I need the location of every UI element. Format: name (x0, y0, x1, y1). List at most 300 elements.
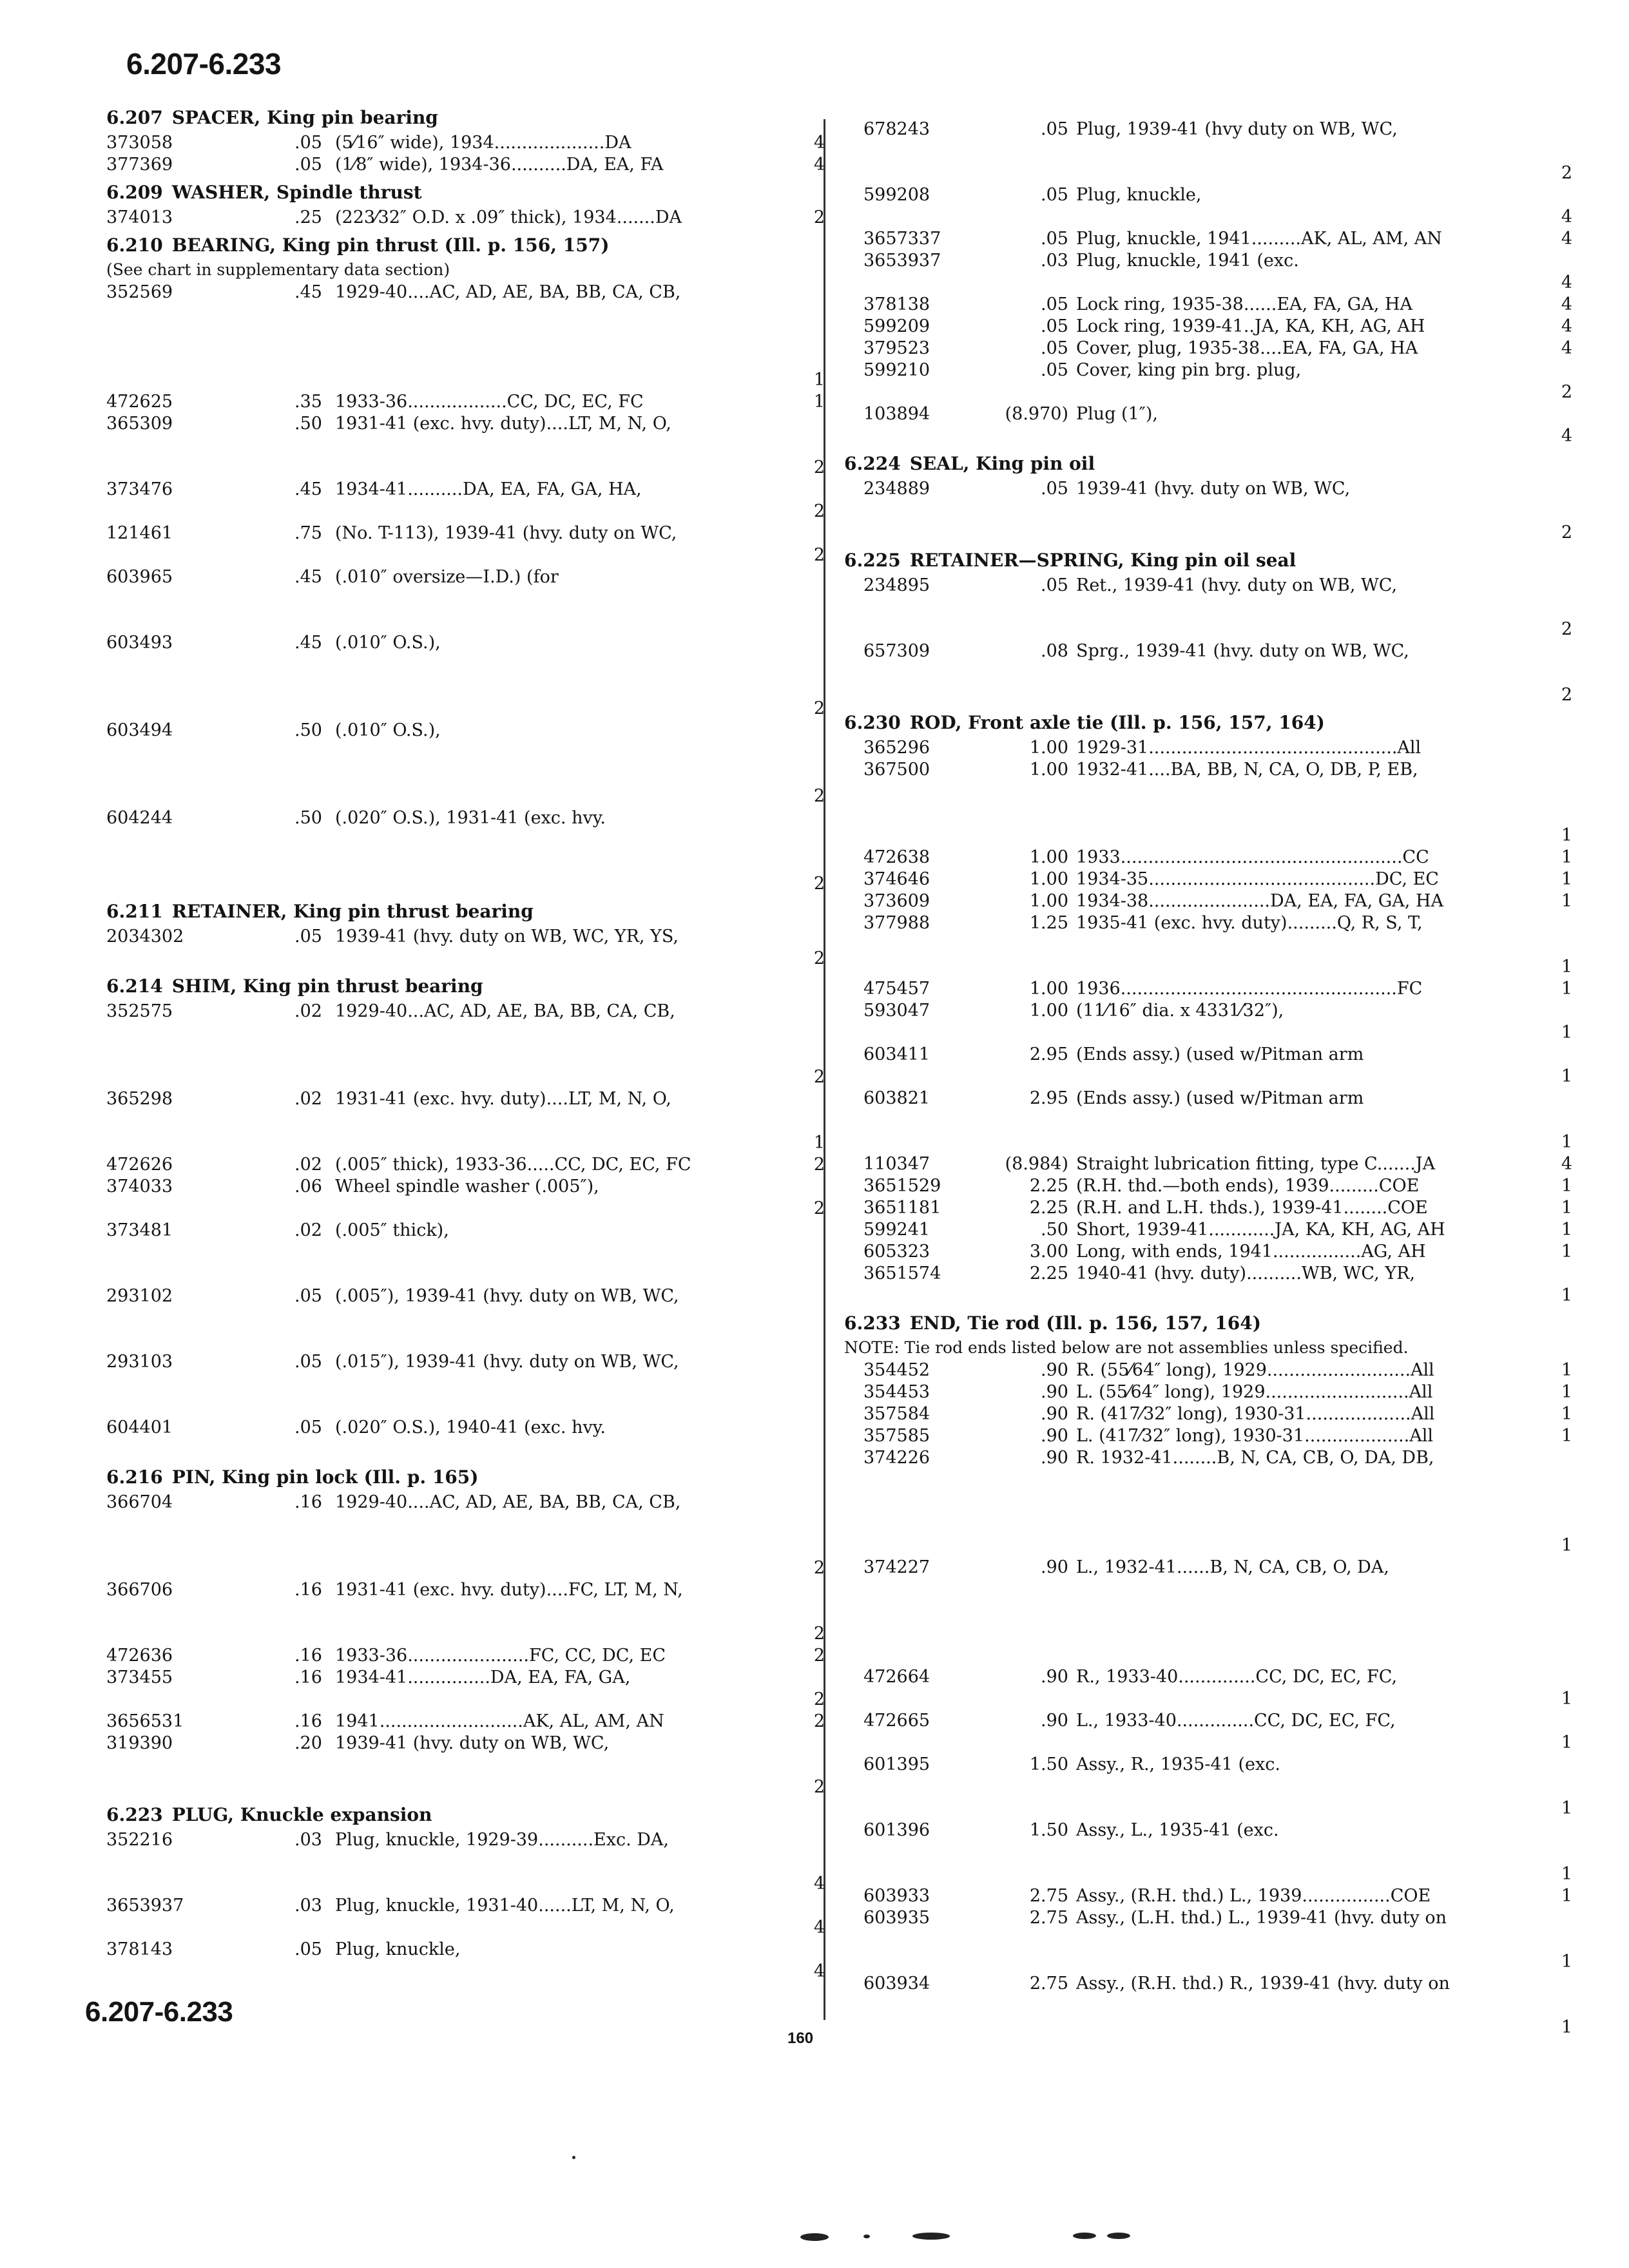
part-description: (1⁄8″ wide), 1934-36..........DA, EA, FA (335, 155, 664, 175)
part-price: .16 (294, 1667, 322, 1687)
part-description: 1931-41 (exc. hvy. duty)....FC, LT, M, N, (335, 1580, 683, 1600)
section-title: ROD, Front axle tie (Ill. p. 156, 157, 164) (909, 712, 1325, 733)
part-description: Sprg., 1939-41 (hvy. duty on WB, WC, (1076, 641, 1409, 661)
part-price: 1.50 (1029, 1820, 1068, 1840)
part-quantity: 1 (1561, 1066, 1572, 1086)
part-number: 357584 (863, 1404, 930, 1424)
part-number: 319390 (106, 1733, 173, 1753)
part-number: 603821 (863, 1088, 930, 1108)
part-price: .05 (1041, 360, 1068, 380)
part-number: 374226 (863, 1448, 930, 1468)
part-description: Lock ring, 1939-41..JA, KA, KH, AG, AH (1076, 316, 1425, 336)
part-quantity: 1 (1561, 2017, 1572, 2037)
part-quantity: 2 (813, 948, 825, 968)
part-price: .25 (294, 207, 322, 227)
part-price: .05 (1041, 316, 1068, 336)
section-note: NOTE: Tie rod ends listed below are not assemblies unless specified. (844, 1338, 1409, 1357)
part-price: 2.75 (1029, 1974, 1068, 1994)
part-price: .50 (294, 720, 322, 740)
section-title: WASHER, Spindle thrust (171, 182, 422, 203)
part-description: Plug, knuckle, 1941.........AK, AL, AM, AN (1076, 229, 1442, 249)
section-heading (844, 550, 1296, 571)
part-number: 366706 (106, 1580, 173, 1600)
part-quantity: 1 (1561, 957, 1572, 977)
part-price: 1.00 (1029, 869, 1068, 889)
section-number: 6.225 (844, 550, 901, 571)
part-quantity: 1 (1561, 1404, 1572, 1424)
section-title: SPACER, King pin bearing (171, 107, 438, 128)
part-price: 2.75 (1029, 1908, 1068, 1928)
part-price: .90 (1041, 1557, 1068, 1577)
part-number: 357585 (863, 1426, 930, 1446)
part-description: Plug, knuckle, 1931-40......LT, M, N, O, (335, 1896, 675, 1916)
part-quantity: 4 (813, 1917, 825, 1937)
part-number: 599209 (863, 316, 930, 336)
part-quantity: 2 (813, 786, 825, 806)
part-quantity: 4 (1561, 316, 1572, 336)
section-title: PLUG, Knuckle expansion (171, 1804, 432, 1825)
part-description: Wheel spindle washer (.005″), (335, 1177, 599, 1196)
part-price: .08 (1041, 641, 1068, 661)
part-quantity: 1 (1561, 1864, 1572, 1884)
part-number: 377369 (106, 155, 173, 175)
part-number: 472665 (863, 1711, 930, 1731)
part-number: 603494 (106, 720, 173, 740)
part-description: L., 1933-40..............CC, DC, EC, FC, (1076, 1711, 1396, 1731)
part-description: (R.H. and L.H. thds.), 1939-41........COE (1076, 1198, 1428, 1218)
part-price: .05 (1041, 575, 1068, 595)
part-quantity: 1 (1561, 1285, 1572, 1305)
scan-mark (863, 2234, 870, 2238)
part-quantity: 4 (1561, 1154, 1572, 1174)
part-description: (.010″ O.S.), (335, 633, 441, 653)
part-description: Plug (1″), (1076, 404, 1158, 424)
part-description: Plug, 1939-41 (hvy duty on WB, WC, (1076, 119, 1398, 139)
section-number: 6.233 (844, 1312, 901, 1334)
scan-mark (572, 2156, 575, 2159)
part-description: Assy., R., 1935-41 (exc. (1076, 1754, 1280, 1774)
part-number: 365309 (106, 414, 173, 434)
part-quantity: 2 (813, 1777, 825, 1797)
part-price: .05 (1041, 229, 1068, 249)
section-title: BEARING, King pin thrust (Ill. p. 156, 157) (171, 235, 610, 256)
part-description: Plug, knuckle, (335, 1939, 461, 1959)
part-price: .90 (1041, 1426, 1068, 1446)
part-description: 1933-36......................FC, CC, DC, EC (335, 1646, 666, 1666)
part-price: .16 (294, 1711, 322, 1731)
part-quantity: 1 (1561, 847, 1572, 867)
part-quantity: 2 (813, 207, 825, 227)
part-number: 3651529 (863, 1176, 941, 1196)
part-price: 1.00 (1029, 738, 1068, 758)
section-number: 6.207 (106, 107, 163, 128)
part-description: 1936..................................................FC (1076, 979, 1423, 999)
part-number: 3651574 (863, 1264, 941, 1283)
part-quantity: 1 (1561, 1360, 1572, 1380)
part-quantity: 2 (813, 1155, 825, 1175)
part-quantity: 1 (1561, 1733, 1572, 1753)
part-price: 2.95 (1029, 1044, 1068, 1064)
part-quantity: 2 (813, 1558, 825, 1578)
part-description: 1929-40....AC, AD, AE, BA, BB, CA, CB, (335, 282, 681, 302)
part-quantity: 1 (1561, 869, 1572, 889)
page-header-top: 6.207-6.233 (126, 47, 282, 81)
part-price: .03 (1041, 251, 1068, 271)
part-description: 1941..........................AK, AL, AM, AN (335, 1711, 664, 1731)
part-number: 604401 (106, 1418, 173, 1437)
part-quantity: 2 (813, 1689, 825, 1709)
part-price: .16 (294, 1580, 322, 1600)
part-price: .35 (294, 392, 322, 412)
part-quantity: 1 (1561, 979, 1572, 999)
part-price: .90 (1041, 1448, 1068, 1468)
part-description: (.010″ O.S.), (335, 720, 441, 740)
part-number: 605323 (863, 1242, 930, 1262)
part-price: .02 (294, 1220, 322, 1240)
section-number: 6.216 (106, 1466, 163, 1488)
section-number: 6.230 (844, 712, 901, 733)
part-price: .05 (294, 1352, 322, 1372)
section-heading (106, 235, 609, 256)
part-description: Plug, knuckle, 1929-39..........Exc. DA, (335, 1830, 670, 1850)
part-description: Plug, knuckle, 1941 (exc. (1076, 251, 1299, 271)
part-quantity: 1 (1561, 1689, 1572, 1709)
scan-mark (1107, 2233, 1130, 2239)
part-price: .20 (294, 1733, 322, 1753)
part-number: 354452 (863, 1360, 930, 1380)
part-number: 3657337 (863, 229, 941, 249)
part-quantity: 2 (813, 1624, 825, 1644)
part-number: 601396 (863, 1820, 930, 1840)
section-heading (844, 1312, 1261, 1334)
part-description: Assy., (R.H. thd.) L., 1939................COE (1076, 1886, 1431, 1906)
part-number: 472664 (863, 1667, 930, 1687)
part-quantity: 1 (1561, 825, 1572, 845)
part-description: Cover, plug, 1935-38....EA, FA, GA, HA (1076, 338, 1418, 358)
part-description: 1934-35.........................................DC, EC (1076, 869, 1439, 889)
section-title: SEAL, King pin oil (909, 453, 1095, 474)
part-number: 3653937 (863, 251, 941, 271)
part-quantity: 1 (1561, 1132, 1572, 1152)
part-number: 472636 (106, 1646, 173, 1666)
part-quantity: 4 (813, 133, 825, 153)
part-number: 3653937 (106, 1896, 184, 1916)
page-number: 160 (787, 2030, 814, 2047)
part-quantity: 2 (813, 1198, 825, 1218)
part-description: 1929-31.............................................All (1076, 738, 1422, 758)
part-number: 472626 (106, 1155, 173, 1175)
part-description: (Ends assy.) (used w/Pitman arm (1076, 1088, 1364, 1108)
part-description: (No. T-113), 1939-41 (hvy. duty on WC, (335, 523, 677, 543)
part-quantity: 1 (1561, 1535, 1572, 1555)
part-number: 603935 (863, 1908, 930, 1928)
part-number: 3651181 (863, 1198, 941, 1218)
part-price: 2.95 (1029, 1088, 1068, 1108)
part-description: R., 1933-40..............CC, DC, EC, FC, (1076, 1667, 1398, 1687)
part-number: 352216 (106, 1830, 173, 1850)
part-description: 1929-40...AC, AD, AE, BA, BB, CA, CB, (335, 1001, 675, 1021)
part-number: 379523 (863, 338, 930, 358)
part-description: Assy., L., 1935-41 (exc. (1076, 1820, 1279, 1840)
part-description: Long, with ends, 1941................AG, AH (1076, 1242, 1426, 1262)
part-price: .50 (294, 414, 322, 434)
part-quantity: 1 (813, 392, 825, 412)
part-price: .16 (294, 1646, 322, 1666)
part-quantity: 2 (813, 457, 825, 477)
part-quantity: 4 (1561, 273, 1572, 293)
part-quantity: 2 (1561, 523, 1572, 543)
section-heading (844, 453, 1095, 474)
part-quantity: 2 (813, 698, 825, 718)
part-price: (8.984) (1005, 1154, 1068, 1174)
part-quantity: 2 (813, 501, 825, 521)
section-number: 6.211 (106, 901, 163, 922)
part-price: 1.00 (1029, 847, 1068, 867)
part-description: (.005″ thick), 1933-36.....CC, DC, EC, FC (335, 1155, 691, 1175)
part-number: 373476 (106, 479, 173, 499)
part-number: 121461 (106, 523, 173, 543)
part-description: L. (55⁄64″ long), 1929..........................All (1076, 1382, 1433, 1402)
part-description: 1939-41 (hvy. duty on WB, WC, (335, 1733, 610, 1753)
section-title: PIN, King pin lock (Ill. p. 165) (171, 1466, 479, 1488)
part-quantity: 1 (1561, 1426, 1572, 1446)
part-price: .05 (294, 1939, 322, 1959)
part-description: 1929-40....AC, AD, AE, BA, BB, CA, CB, (335, 1492, 681, 1512)
part-description: Plug, knuckle, (1076, 185, 1202, 205)
part-price: .05 (294, 133, 322, 153)
part-price: .03 (294, 1896, 322, 1916)
part-quantity: 4 (813, 1874, 825, 1894)
part-price: .50 (294, 808, 322, 828)
section-heading (106, 901, 534, 922)
part-quantity: 1 (1561, 1242, 1572, 1262)
scan-mark (1073, 2233, 1096, 2239)
part-price: 1.50 (1029, 1754, 1068, 1774)
part-number: 352575 (106, 1001, 173, 1021)
part-number: 657309 (863, 641, 930, 661)
part-quantity: 1 (1561, 1220, 1572, 1240)
part-number: 603934 (863, 1974, 930, 1994)
part-price: .05 (294, 1286, 322, 1306)
part-number: 103894 (863, 404, 930, 424)
part-price: .05 (294, 155, 322, 175)
part-quantity: 2 (813, 1646, 825, 1666)
part-price: .05 (1041, 479, 1068, 499)
section-number: 6.224 (844, 453, 901, 474)
part-quantity: 2 (813, 1067, 825, 1087)
section-heading (106, 107, 438, 128)
part-description: (.020″ O.S.), 1940-41 (exc. hvy. (335, 1418, 606, 1437)
part-description: Assy., (L.H. thd.) L., 1939-41 (hvy. duty on (1076, 1908, 1447, 1928)
part-price: 1.00 (1029, 760, 1068, 780)
section-title: RETAINER—SPRING, King pin oil seal (909, 550, 1296, 571)
part-quantity: 1 (1561, 891, 1572, 911)
part-price: .75 (294, 523, 322, 543)
section-heading (844, 712, 1325, 733)
part-number: 2034302 (106, 927, 184, 947)
part-description: (.020″ O.S.), 1931-41 (exc. hvy. (335, 808, 606, 828)
part-number: 374646 (863, 869, 930, 889)
part-description: (.005″ thick), (335, 1220, 449, 1240)
part-number: 599241 (863, 1220, 930, 1240)
part-description: (5⁄16″ wide), 1934....................DA (335, 133, 631, 153)
part-description: Assy., (R.H. thd.) R., 1939-41 (hvy. duty on (1076, 1974, 1450, 1994)
part-price: .90 (1041, 1667, 1068, 1687)
part-quantity: 1 (1561, 1952, 1572, 1972)
part-price: .05 (294, 927, 322, 947)
part-number: 352569 (106, 282, 173, 302)
part-number: 234895 (863, 575, 930, 595)
part-description: L., 1932-41......B, N, CA, CB, O, DA, (1076, 1557, 1389, 1577)
part-quantity: 2 (813, 874, 825, 894)
part-description: Ret., 1939-41 (hvy. duty on WB, WC, (1076, 575, 1398, 595)
part-price: .02 (294, 1089, 322, 1109)
part-quantity: 1 (1561, 1198, 1572, 1218)
part-price: .45 (294, 479, 322, 499)
part-quantity: 1 (813, 1133, 825, 1153)
part-quantity: 2 (1561, 685, 1572, 705)
part-description: (.015″), 1939-41 (hvy. duty on WB, WC, (335, 1352, 679, 1372)
part-number: 601395 (863, 1754, 930, 1774)
part-quantity: 1 (1561, 1176, 1572, 1196)
part-number: 365298 (106, 1089, 173, 1109)
scan-mark (800, 2233, 829, 2241)
part-description: (R.H. thd.—both ends), 1939.........COE (1076, 1176, 1420, 1196)
part-price: .06 (294, 1177, 322, 1196)
part-price: .05 (1041, 119, 1068, 139)
part-price: 1.00 (1029, 1001, 1068, 1021)
section-number: 6.223 (106, 1804, 163, 1825)
part-description: R. (55⁄64″ long), 1929..........................All (1076, 1360, 1434, 1380)
part-price: (8.970) (1005, 404, 1068, 424)
part-number: 378143 (106, 1939, 173, 1959)
part-quantity: 2 (813, 1711, 825, 1731)
part-price: .45 (294, 567, 322, 587)
part-price: .90 (1041, 1360, 1068, 1380)
part-description: (223⁄32″ O.D. x .09″ thick), 1934.......DA (335, 207, 682, 227)
part-description: 1939-41 (hvy. duty on WB, WC, YR, YS, (335, 927, 679, 947)
part-description: R. 1932-41........B, N, CA, CB, O, DA, DB, (1076, 1448, 1434, 1468)
section-number: 6.209 (106, 182, 163, 203)
part-description: 1935-41 (exc. hvy. duty).........Q, R, S, T, (1076, 913, 1423, 933)
part-price: 1.25 (1029, 913, 1068, 933)
section-number: 6.210 (106, 235, 163, 256)
section-heading (106, 1804, 432, 1825)
part-quantity: 2 (813, 545, 825, 565)
part-quantity: 1 (1561, 1798, 1572, 1818)
page-header-bottom: 6.207-6.233 (85, 1996, 233, 2028)
part-quantity: 4 (1561, 294, 1572, 314)
part-price: .16 (294, 1492, 322, 1512)
part-number: 475457 (863, 979, 930, 999)
part-number: 472638 (863, 847, 930, 867)
part-number: 373481 (106, 1220, 173, 1240)
part-price: 1.00 (1029, 891, 1068, 911)
part-number: 599208 (863, 185, 930, 205)
part-number: 110347 (863, 1154, 930, 1174)
part-number: 374013 (106, 207, 173, 227)
part-number: 593047 (863, 1001, 930, 1021)
part-description: 1934-41..........DA, EA, FA, GA, HA, (335, 479, 642, 499)
section-title: RETAINER, King pin thrust bearing (171, 901, 534, 922)
part-quantity: 4 (1561, 426, 1572, 446)
part-number: 603965 (106, 567, 173, 587)
part-number: 365296 (863, 738, 930, 758)
part-number: 377988 (863, 913, 930, 933)
part-quantity: 4 (813, 155, 825, 175)
part-price: 1.00 (1029, 979, 1068, 999)
part-description: (Ends assy.) (used w/Pitman arm (1076, 1044, 1364, 1064)
part-number: 603493 (106, 633, 173, 653)
part-description: 1931-41 (exc. hvy. duty)....LT, M, N, O, (335, 414, 671, 434)
part-price: .90 (1041, 1382, 1068, 1402)
part-number: 374227 (863, 1557, 930, 1577)
part-number: 604244 (106, 808, 173, 828)
part-number: 373455 (106, 1667, 173, 1687)
part-description: 1940-41 (hvy. duty)..........WB, WC, YR, (1076, 1264, 1416, 1283)
part-description: Straight lubrication fitting, type C.......JA (1076, 1154, 1436, 1174)
part-quantity: 2 (1561, 619, 1572, 639)
part-quantity: 1 (813, 370, 825, 390)
part-price: .90 (1041, 1711, 1068, 1731)
part-description: R. (417⁄32″ long), 1930-31...................All (1076, 1404, 1435, 1424)
part-number: 234889 (863, 479, 930, 499)
part-number: 472625 (106, 392, 173, 412)
part-description: 1934-38......................DA, EA, FA, GA, HA (1076, 891, 1444, 911)
part-price: .03 (294, 1830, 322, 1850)
part-price: .05 (1041, 338, 1068, 358)
part-price: 3.00 (1029, 1242, 1068, 1262)
part-quantity: 2 (1561, 382, 1572, 402)
part-number: 374033 (106, 1177, 173, 1196)
section-note: (See chart in supplementary data section) (106, 260, 450, 279)
part-description: 1933...................................................CC (1076, 847, 1429, 867)
part-number: 293103 (106, 1352, 173, 1372)
part-description: Cover, king pin brg. plug, (1076, 360, 1302, 380)
part-description: Lock ring, 1935-38......EA, FA, GA, HA (1076, 294, 1413, 314)
part-description: 1931-41 (exc. hvy. duty)....LT, M, N, O, (335, 1089, 671, 1109)
part-description: 1934-41...............DA, EA, FA, GA, (335, 1667, 631, 1687)
section-heading (106, 182, 422, 203)
part-number: 678243 (863, 119, 930, 139)
part-price: .05 (1041, 294, 1068, 314)
section-heading (106, 1466, 479, 1488)
part-number: 3656531 (106, 1711, 184, 1731)
part-price: .45 (294, 633, 322, 653)
part-price: .02 (294, 1001, 322, 1021)
part-number: 378138 (863, 294, 930, 314)
part-description: Short, 1939-41............JA, KA, KH, AG, AH (1076, 1220, 1445, 1240)
part-quantity: 1 (1561, 1382, 1572, 1402)
part-description: 1932-41....BA, BB, N, CA, O, DB, P, EB, (1076, 760, 1418, 780)
part-description: (.005″), 1939-41 (hvy. duty on WB, WC, (335, 1286, 679, 1306)
part-price: 2.25 (1029, 1198, 1068, 1218)
part-quantity: 4 (813, 1961, 825, 1981)
part-quantity: 1 (1561, 1023, 1572, 1043)
scan-mark (912, 2233, 950, 2240)
part-number: 603933 (863, 1886, 930, 1906)
part-number: 373058 (106, 133, 173, 153)
part-price: .05 (294, 1418, 322, 1437)
part-description: L. (417⁄32″ long), 1930-31...................All (1076, 1426, 1433, 1446)
part-description: (.010″ oversize—I.D.) (for (335, 567, 559, 587)
part-price: .45 (294, 282, 322, 302)
part-number: 367500 (863, 760, 930, 780)
part-number: 599210 (863, 360, 930, 380)
part-price: .05 (1041, 185, 1068, 205)
part-number: 293102 (106, 1286, 173, 1306)
part-price: 2.25 (1029, 1264, 1068, 1283)
